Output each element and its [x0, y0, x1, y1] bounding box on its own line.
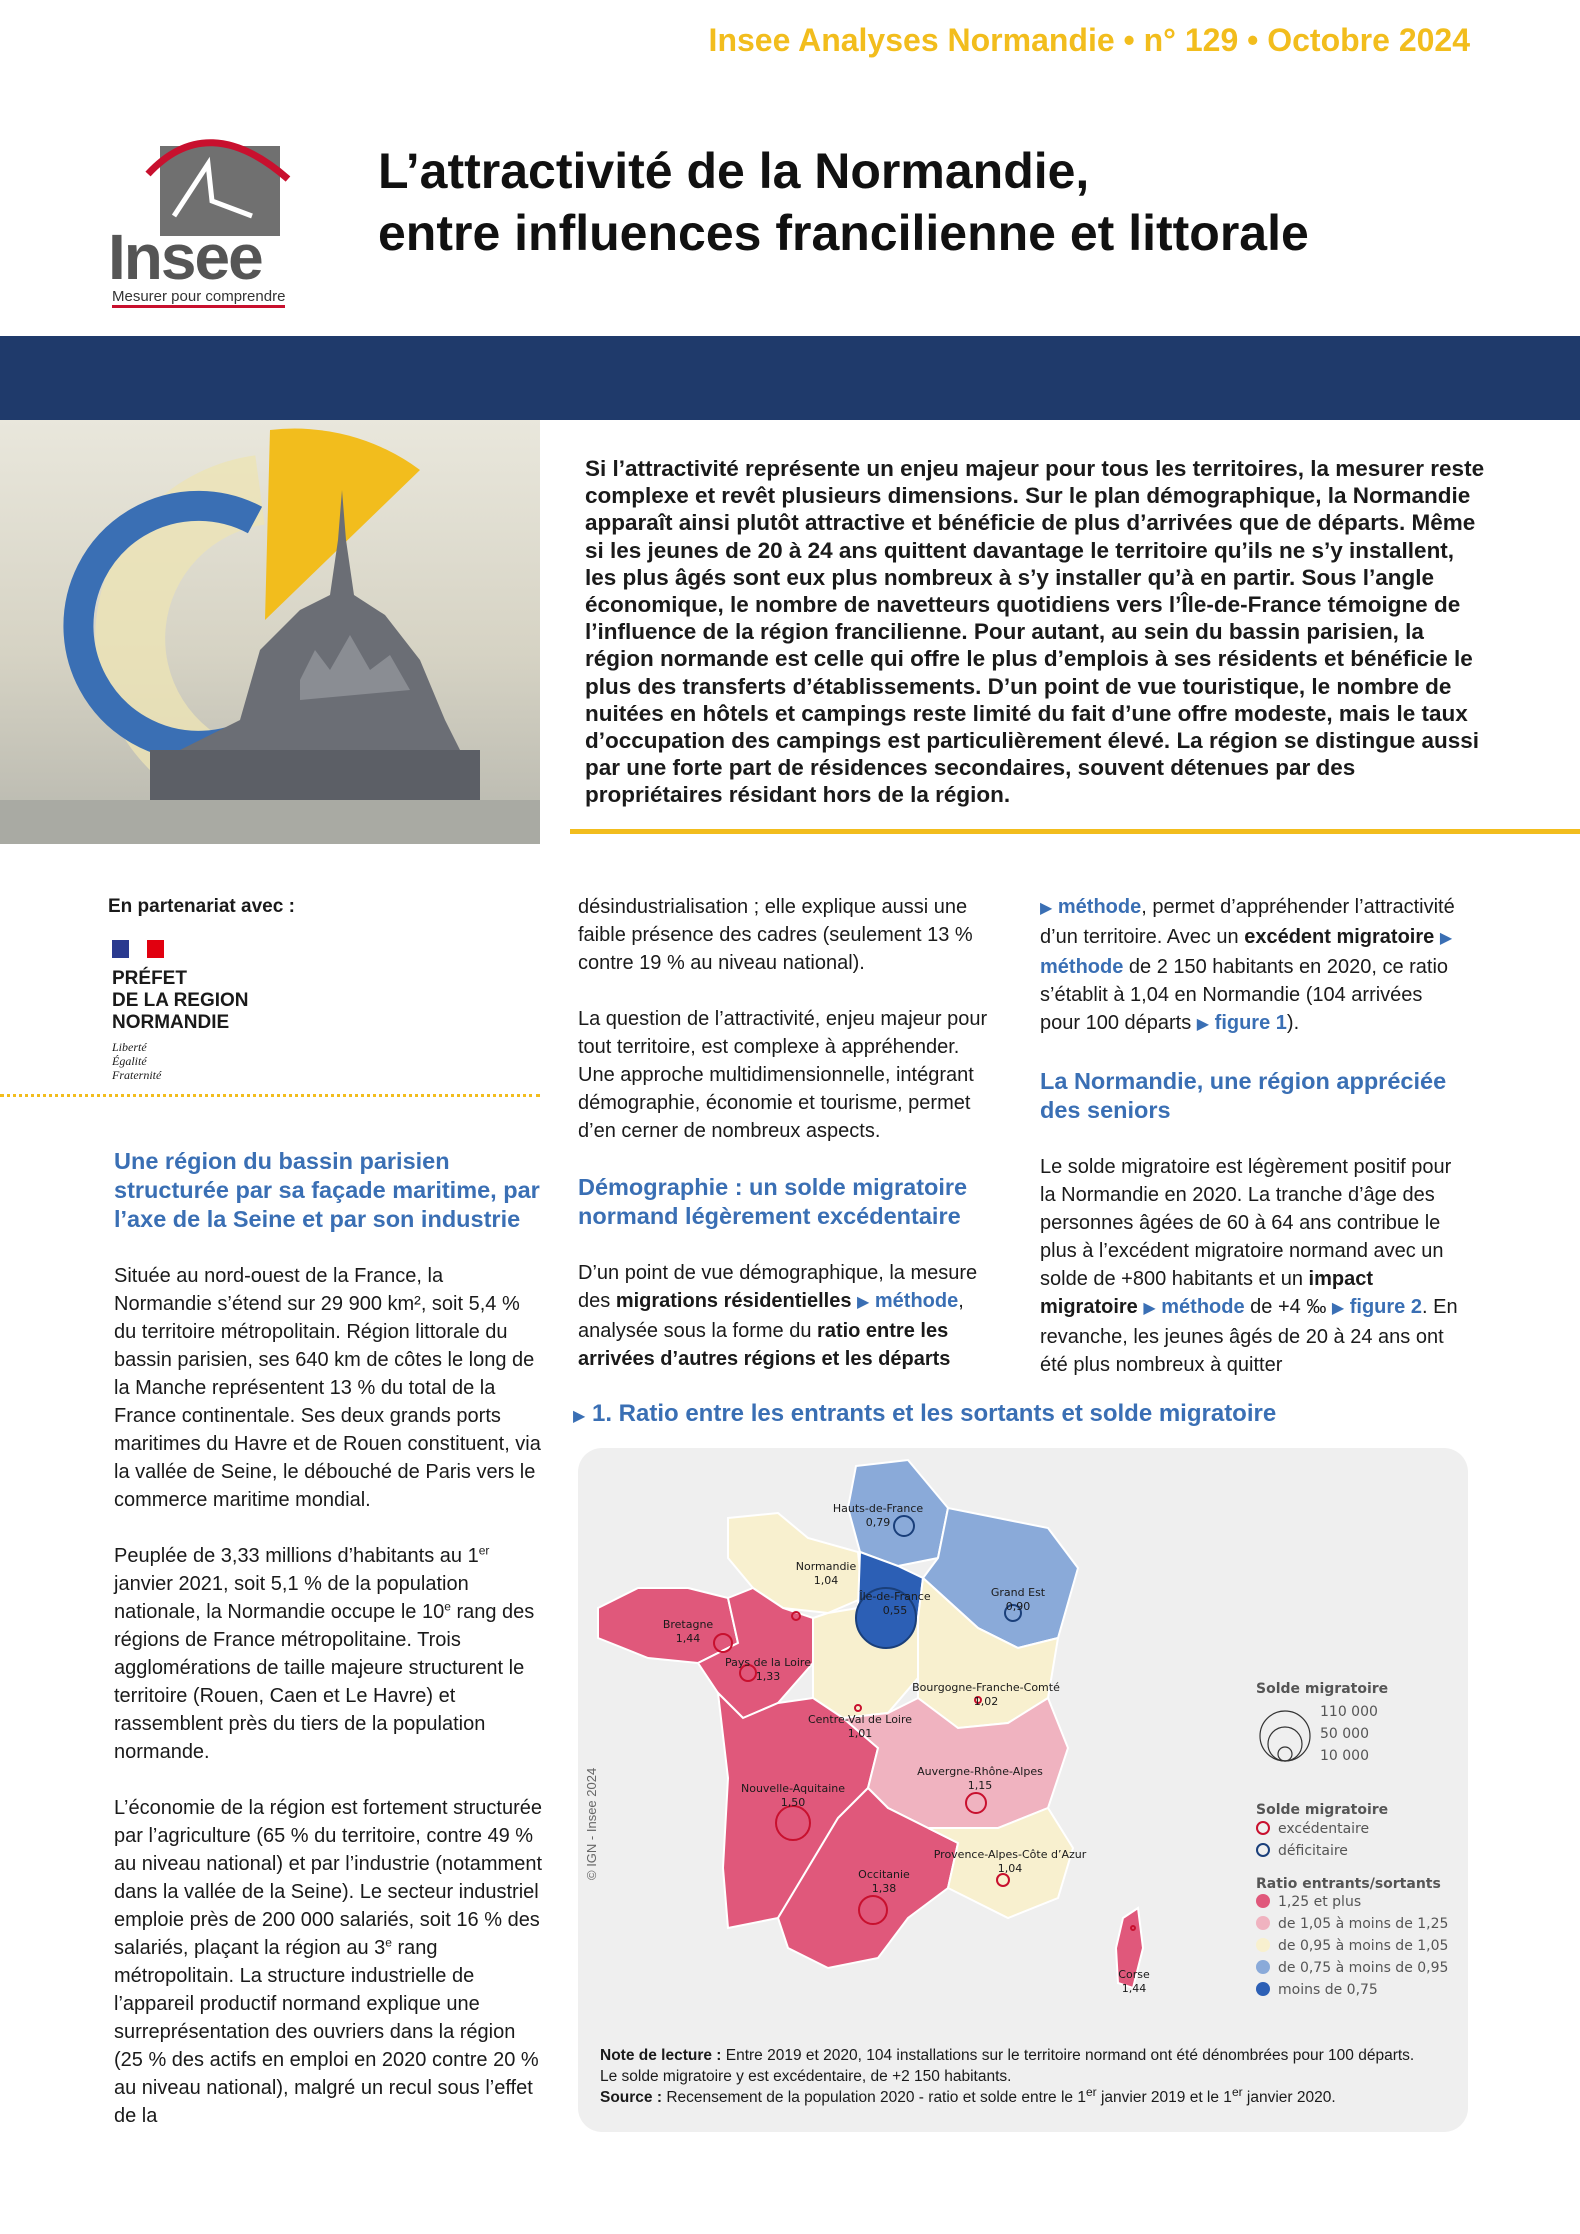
- legend-type-label: excédentaire: [1278, 1821, 1370, 1837]
- figure-title: ▶ 1. Ratio entre les entrants et les sortants et solde migratoire: [573, 1400, 1277, 1427]
- legend-size-label: 110 000: [1320, 1704, 1378, 1720]
- region-ratio-label: 1,38: [871, 1882, 897, 1895]
- paragraph: ▶ méthode, permet d’appréhender l’attractivité d’un territoire. Avec un excédent migratoire ▶ méthode de 2 150 habitants en 2020, ce ratio s’établit à 1,04 en Normandie (104 arrivées pour 100 départs ▶ figure 1).: [1040, 896, 1455, 1034]
- paragraph: Le solde migratoire est légèrement positif pour la Normandie en 2020. La tranche d’âge des personnes âgées de 60 à 64 ans contribue le plus à l’excédent migratoire normand avec un solde de +800 habitants et un impact migratoire ▶ méthode de +4 ‰ ▶ figure 2. En revanche, les jeunes âgés de 20 à 24 ans ont été plus nombreux à quitter: [1040, 1156, 1458, 1376]
- methode-link[interactable]: méthode: [1057, 896, 1142, 918]
- region-name-label: Bretagne: [662, 1618, 714, 1631]
- column-1: [114, 1147, 544, 2158]
- methode-link[interactable]: méthode: [874, 1290, 959, 1312]
- figure-2-link[interactable]: figure 2: [1349, 1296, 1422, 1318]
- region-ratio-label: 1,33: [755, 1670, 781, 1683]
- paragraph: Peuplée de 3,33 millions d’habitants au 1er janvier 2021, soit 5,1 % de la population nationale, la Normandie occupe le 10e rang des régions de France métropolitaine. Trois agglomérations de taille majeure structurent le territoire (Rouen, Caen et Le Havre) et rassemblent près du tiers de la population normande.: [114, 1543, 535, 1763]
- region-ratio-label: 1,04: [997, 1862, 1023, 1875]
- region-ratio-label: 0,55: [882, 1604, 908, 1617]
- paragraph: La question de l’attractivité, enjeu majeur pour tout territoire, est complexe à appréhender. Une approche multidimensionnelle, intégrant démographie, économie et tourisme, permet d’en cerner de nombreux aspects.: [578, 1008, 988, 1142]
- region-name-label: Grand Est: [990, 1586, 1046, 1599]
- arrow-icon: ▶: [857, 1294, 870, 1311]
- reading-note: Note de lecture : Entre 2019 et 2020, 104 installations sur le territoire normand ont été dénombrées pour 100 départs. Le solde migratoire y est excédentaire, de +2 150 habitants.: [600, 2047, 1415, 2085]
- title-line-1: L’attractivité de la Normandie,: [378, 143, 1090, 199]
- methode-link[interactable]: méthode: [1040, 956, 1124, 978]
- prefet-logo: [112, 940, 249, 1082]
- insee-logo: [108, 124, 288, 304]
- region-ratio-label: 1,04: [813, 1574, 839, 1587]
- column-3: [1040, 893, 1460, 1407]
- paragraph: Située au nord-ouest de la France, la Normandie s’étend sur 29 900 km², soit 5,4 % du territoire métropolitain. Région littorale du bassin parisien, ses 640 km de côtes le long de la Manche représentent 13 % du total de la France continentale. Ses deux grands ports maritimes du Havre et de Rouen constituent, via la vallée de Seine, le débouché de Paris vers le commerce maritime mondial.: [114, 1265, 541, 1511]
- region-name-label: Bourgogne-Franche-Comté: [912, 1681, 1060, 1694]
- hero-illustration: [0, 420, 540, 844]
- publication-reference: Insee Analyses Normandie • n° 129 • Octobre 2024: [708, 22, 1470, 58]
- legend-size-circle: [1268, 1727, 1302, 1761]
- paragraph: L’économie de la région est fortement structurée par l’agriculture (65 % du territoire, contre 49 % au niveau national) et par l’industrie (notamment dans la vallée de la Seine). Le secteur industriel emploie près de 200 000 salariés, soit 16 % des salariés, plaçant la région au 3e rang métropolitain. La structure industrielle de l’appareil productif normand explique une surreprésentation des ouvriers dans la région (25 % des actifs en emploi en 2020 contre 20 % au niveau national), malgré un recul sous l’effet de la: [114, 1797, 543, 2127]
- column-2: [578, 893, 998, 1401]
- region-ratio-label: 0,90: [1005, 1600, 1031, 1613]
- region-name-label: Auvergne-Rhône-Alpes: [917, 1765, 1043, 1778]
- paragraph: désindustrialisation ; elle explique aussi une faible présence des cadres (seulement 13 % contre 19 % au niveau national).: [578, 896, 973, 974]
- region-ratio-label: 1,15: [967, 1779, 993, 1792]
- region-name-label: Corse: [1118, 1968, 1150, 1981]
- arrow-icon: ▶: [1143, 1300, 1156, 1317]
- region-ratio-label: 0,79: [865, 1516, 891, 1529]
- publication-banner: [0, 336, 1580, 420]
- partner-label: En partenariat avec :: [108, 896, 295, 917]
- region-name-label: Pays de la Loire: [725, 1656, 811, 1669]
- legend-class-label: 1,25 et plus: [1278, 1894, 1362, 1910]
- legend-class-swatch: [1256, 1916, 1270, 1930]
- motto-line: Liberté: [112, 1040, 147, 1054]
- legend-size-title: Solde migratoire: [1256, 1681, 1389, 1697]
- legend-class-label: de 1,05 à moins de 1,25: [1278, 1916, 1449, 1932]
- figure-notes: [600, 2045, 1430, 2108]
- arrow-icon: ▶: [1040, 900, 1053, 917]
- legend-class-swatch: [1256, 1982, 1270, 1996]
- motto-line: Fraternité: [112, 1068, 162, 1082]
- france-map: [578, 1448, 1468, 2018]
- region-name-label: Provence-Alpes-Côte d’Azur: [933, 1848, 1087, 1861]
- title-line-2: entre influences francilienne et littorale: [378, 205, 1309, 261]
- region-ratio-label: 1,44: [1121, 1982, 1147, 1995]
- republic-motto: [112, 1040, 249, 1082]
- region-name-label: Centre-Val de Loire: [807, 1713, 913, 1726]
- region-ratio-label: 1,01: [847, 1727, 873, 1740]
- legend-size-circle: [1260, 1711, 1310, 1761]
- logo-arc-icon: [138, 124, 298, 184]
- arrow-icon: ▶: [573, 1408, 586, 1425]
- french-flag-icon: [112, 940, 164, 958]
- region-name-label: Hauts-de-France: [832, 1502, 924, 1515]
- legend-class-swatch: [1256, 1938, 1270, 1952]
- section-heading: La Normandie, une région appréciée des seniors: [1040, 1068, 1447, 1123]
- section-heading: Démographie : un solde migratoire normand légèrement excédentaire: [578, 1174, 968, 1229]
- legend-type-label: déficitaire: [1278, 1843, 1348, 1859]
- prefet-line: DE LA REGION: [112, 990, 249, 1011]
- arrow-icon: ▶: [1331, 1300, 1345, 1317]
- prefet-line: NORMANDIE: [112, 1012, 230, 1033]
- logo-word: Insee: [108, 221, 262, 293]
- region-name-label: Occitanie: [858, 1868, 910, 1881]
- map-copyright: © IGN - Insee 2024: [584, 1767, 599, 1880]
- prefet-name: [112, 968, 249, 1034]
- motto-line: Égalité: [112, 1054, 147, 1068]
- legend-type-title: Solde migratoire: [1256, 1802, 1389, 1818]
- legend-size-label: 10 000: [1320, 1748, 1369, 1764]
- region-name-label: Normandie: [795, 1560, 857, 1573]
- figure-1-link[interactable]: figure 1: [1214, 1012, 1287, 1034]
- legend-class-label: de 0,75 à moins de 0,95: [1278, 1960, 1449, 1976]
- region-name-label: Nouvelle-Aquitaine: [740, 1782, 846, 1795]
- paragraph: D’un point de vue démographique, la mesure des migrations résidentielles ▶ méthode, analysée sous la forme du ratio entre les arrivées d’autres régions et les départs: [578, 1262, 978, 1370]
- legend-size-circle: [1278, 1747, 1292, 1761]
- source-note: Source : Recensement de la population 2020 - ratio et solde entre le 1er janvier 2019 et le 1er janvier 2020.: [600, 2084, 1336, 2106]
- abstract-text: Si l’attractivité représente un enjeu majeur pour tous les territoires, la mesurer reste complexe et revêt plusieurs dimensions. Sur le plan démographique, la Normandie apparaît ainsi plutôt attractive et bénéficie de plus d’arrivées que de départs. Même si les jeunes de 20 à 24 ans quittent davantage le territoire qu’ils ne s’y installent, les plus âgés sont eux plus nombreux à s’y installer qu’à en partir. Sous l’angle économique, le nombre de navetteurs quotidiens vers l’Île-de-France témoigne de l’influence de la région francilienne. Pour autant, au sein du bassin parisien, la région normande est celle qui offre le plus d’emplois à ses résidents et bénéficie le plus des transferts d’établissements. D’un point de vue touristique, le nombre de nuitées en hôtels et campings reste limité du fait d’une offre modeste, mais le taux d’occupation des campings est particulièrement élevé. La région se distingue aussi par une forte part de résidences secondaires, souvent détenues par des propriétaires résidant hors de la région.: [585, 456, 1485, 808]
- page-title: [378, 140, 1478, 264]
- region-ratio-label: 1,50: [780, 1796, 806, 1809]
- region-ratio-label: 1,02: [973, 1695, 999, 1708]
- arrow-icon: ▶: [1196, 1016, 1210, 1033]
- legend-class-label: moins de 0,75: [1278, 1982, 1378, 1998]
- legend-class-label: de 0,95 à moins de 1,05: [1278, 1938, 1449, 1954]
- methode-link[interactable]: méthode: [1161, 1296, 1245, 1318]
- region-name-label: Île-de-France: [859, 1590, 931, 1603]
- legend-class-swatch: [1256, 1894, 1270, 1908]
- legend-class-swatch: [1256, 1960, 1270, 1974]
- section-heading: Une région du bassin parisien structurée par sa façade maritime, par l’axe de la Seine et par son industrie: [114, 1148, 540, 1232]
- legend-excedentaire-icon: [1257, 1822, 1269, 1834]
- arrow-icon: ▶: [1439, 930, 1453, 947]
- legend-ratio-title: Ratio entrants/sortants: [1256, 1876, 1441, 1892]
- logo-tagline: Mesurer pour comprendre: [112, 288, 285, 308]
- region-ratio-label: 1,44: [675, 1632, 701, 1645]
- partner-divider: [0, 1094, 540, 1097]
- legend-deficitaire-icon: [1257, 1844, 1269, 1856]
- legend-size-label: 50 000: [1320, 1726, 1369, 1742]
- abstract-divider: [570, 829, 1580, 834]
- prefet-line: PRÉFET: [112, 968, 187, 989]
